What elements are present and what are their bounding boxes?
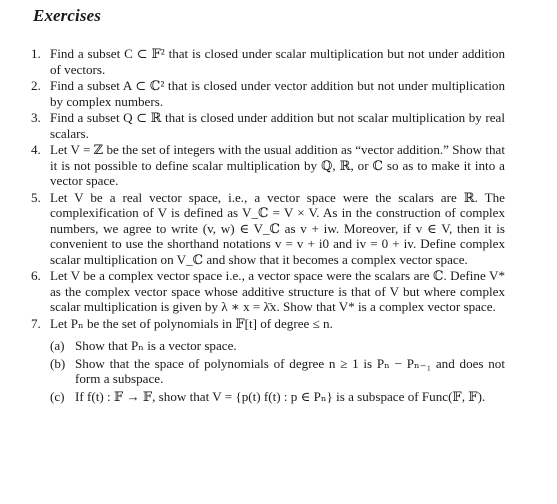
exercise-number: 5. [31, 189, 41, 205]
exercise-number: 3. [31, 110, 41, 125]
section-heading: Exercises [33, 6, 101, 25]
exercise-item-3 [0, 110, 557, 141]
exercise-item-7 [0, 316, 557, 332]
exercise-text: Let V be a real vector space, i.e., a vector space were the scalars are ℝ. The complexification of V is defined as V_ℂ = V × V. As in the construction of complex numbers, we agree to write (v, w) ∈ V_ℂ as v + iw. Moreover, if v ∈ V, then it is convenient to use the shorthand notations v = v + i0 and iv = 0 + iv. Define complex scalar multiplication on V_ℂ and show that it becomes a complex vector space. [50, 189, 509, 267]
exercise-number: 1. [31, 46, 41, 61]
exercise-item-2 [0, 78, 557, 109]
subpart-b [0, 356, 557, 387]
exercise-number: 7. [31, 315, 41, 331]
subpart-label: (b) [50, 355, 66, 371]
exercise-text: Find a subset Q ⊂ ℝ that is closed under addition but not scalar multiplication by real scalars. [50, 110, 509, 141]
exercise-text: Let Pₙ be the set of polynomials in 𝔽[t] of degree ≤ n. [50, 315, 333, 331]
exercise-item-1 [0, 46, 557, 77]
exercise-item-4 [0, 142, 557, 189]
exercise-number: 2. [31, 78, 41, 93]
exercise-item-5 [0, 190, 557, 268]
exercise-item-6 [0, 268, 557, 315]
subpart-a [0, 338, 557, 354]
subpart-c [0, 389, 557, 405]
exercise-7-subparts [0, 338, 557, 404]
subpart-label: (c) [50, 388, 65, 404]
exercise-list [0, 46, 557, 406]
exercise-text: Let V be a complex vector space i.e., a vector space were the scalars are ℂ. Define V* as the complex vector space whose additive structure is that of V but where complex scalar multiplication is given by λ ∗ x = λ̄x. Show that V* is a complex vector space. [50, 268, 509, 314]
subpart-text: Show that Pₙ is a vector space. [75, 338, 237, 353]
subpart-label: (a) [50, 338, 65, 353]
subpart-text: Show that the space of polynomials of degree n ≥ 1 is Pₙ − Pₙ₋₁ and does not form a subspace. [75, 355, 509, 386]
exercise-number: 6. [31, 268, 41, 283]
exercise-number: 4. [31, 142, 41, 157]
exercise-text: Find a subset C ⊂ 𝔽² that is closed under scalar multiplication but not under addition of vectors. [50, 46, 509, 77]
exercise-text: Find a subset A ⊂ ℂ² that is closed under vector addition but not under multiplication by complex numbers. [50, 78, 509, 109]
exercise-text: Let V = ℤ be the set of integers with the usual addition as “vector addition.” Show that it is not possible to define scalar multiplication by ℚ, ℝ, or ℂ so as to make it into a vector space. [50, 142, 509, 188]
subpart-text: If f(t) : 𝔽 → 𝔽, show that V = {p(t) f(t) : p ∈ Pₙ} is a subspace of Func(𝔽, 𝔽). [75, 388, 486, 404]
